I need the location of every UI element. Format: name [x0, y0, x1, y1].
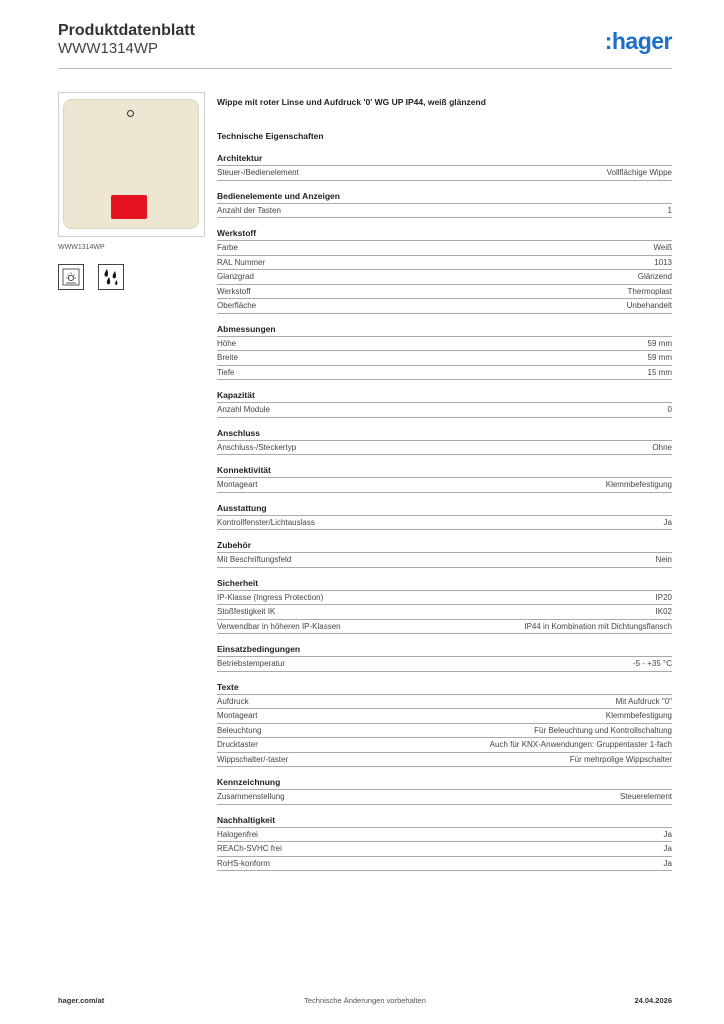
spec-label: RoHS-konform	[217, 858, 270, 868]
spec-value: IP20	[655, 592, 672, 602]
spec-value: 1	[667, 205, 672, 215]
product-details	[217, 95, 672, 871]
product-description: Wippe mit roter Linse und Aufdruck '0' WG UP IP44, weiß glänzend	[217, 97, 486, 107]
spec-label: Kontrollfenster/Lichtauslass	[217, 517, 315, 527]
product-number: WWW1314WP	[58, 40, 159, 57]
spec-row	[217, 270, 672, 285]
page-title: Produktdatenblatt	[58, 22, 195, 39]
spec-row	[217, 285, 672, 300]
spec-value: Glänzend	[637, 272, 672, 281]
footer-website: hager.com/at	[58, 996, 105, 1005]
spec-row	[217, 351, 672, 366]
spec-row	[217, 709, 672, 724]
spec-label: Farbe	[217, 243, 238, 252]
spec-section	[217, 189, 672, 219]
spec-row	[217, 724, 672, 739]
spec-value: 59 mm	[647, 338, 672, 348]
spec-label: Drucktaster	[217, 740, 258, 749]
spec-label: Anzahl Module	[217, 405, 270, 414]
spec-value: IK02	[655, 607, 672, 616]
spec-value: Ja	[663, 517, 672, 527]
spec-label: Steuer-/Bedienelement	[217, 168, 299, 177]
spec-row	[217, 337, 672, 352]
red-lens	[111, 195, 147, 219]
spec-row	[217, 695, 672, 710]
spec-row	[217, 620, 672, 635]
spec-value: Klemmbefestigung	[605, 480, 672, 489]
spec-section	[217, 226, 672, 314]
spec-row	[217, 299, 672, 314]
spec-value: Für Beleuchtung und Kontrollschaltung	[534, 725, 672, 735]
spec-section	[217, 322, 672, 381]
spec-label: Oberfläche	[217, 301, 257, 310]
header-divider	[58, 68, 672, 69]
section-title: Abmessungen	[217, 322, 672, 337]
spec-value: Ja	[663, 844, 672, 853]
spec-label: RAL Nummer	[217, 257, 266, 267]
spec-value: IP44 in Kombination mit Dichtungsflansch	[524, 621, 672, 631]
spec-section	[217, 813, 672, 872]
spec-sections	[217, 151, 672, 871]
spec-row	[217, 857, 672, 872]
spec-label: IP-Klasse (Ingress Protection)	[217, 592, 324, 602]
spec-row	[217, 605, 672, 620]
spec-label: Anzahl der Tasten	[217, 205, 281, 215]
spec-section	[217, 151, 672, 181]
section-title: Kapazität	[217, 388, 672, 403]
spec-value: Für mehrpolige Wippschalter	[569, 754, 672, 764]
spec-label: Halogenfrei	[217, 829, 258, 839]
spec-label: Aufdruck	[217, 696, 249, 706]
spec-row	[217, 204, 672, 219]
spec-label: Wippschalter/-taster	[217, 754, 289, 764]
spec-value: 15 mm	[647, 367, 672, 377]
spec-label: Stoßfestigkeit IK	[217, 607, 276, 616]
spec-label: Montageart	[217, 480, 258, 489]
spec-section	[217, 501, 672, 531]
spec-value: Mit Aufdruck "0"	[615, 696, 672, 706]
spec-label: Montageart	[217, 711, 258, 720]
spec-section	[217, 642, 672, 672]
spec-section	[217, 538, 672, 568]
spec-row	[217, 591, 672, 606]
spec-value: Unbehandelt	[626, 301, 672, 310]
spec-label: Glanzgrad	[217, 272, 254, 281]
spec-row	[217, 241, 672, 256]
spec-label: Zusammenstellung	[217, 792, 285, 801]
spec-row	[217, 738, 672, 753]
spec-label: Verwendbar in höheren IP-Klassen	[217, 621, 341, 631]
spec-section	[217, 775, 672, 805]
section-title: Anschluss	[217, 426, 672, 441]
spec-value: -5 - +35 °C	[633, 659, 672, 668]
spec-row	[217, 403, 672, 418]
splash-water-icon	[98, 264, 124, 290]
section-title: Sicherheit	[217, 576, 672, 591]
spec-row	[217, 790, 672, 805]
spec-value: Ohne	[652, 442, 672, 452]
section-title: Bedienelemente und Anzeigen	[217, 189, 672, 204]
spec-row	[217, 366, 672, 381]
spec-label: Betriebstemperatur	[217, 659, 286, 668]
section-title: Zubehör	[217, 538, 672, 553]
tech-heading: Technische Eigenschaften	[217, 131, 324, 141]
spec-label: Breite	[217, 353, 238, 362]
spec-label: Tiefe	[217, 367, 235, 377]
spec-section	[217, 426, 672, 456]
spec-value: Weiß	[653, 243, 672, 252]
spec-label: Anschluss-/Steckertyp	[217, 442, 297, 452]
spec-label: Beleuchtung	[217, 725, 262, 735]
section-title: Einsatzbedingungen	[217, 642, 672, 657]
spec-label: Werkstoff	[217, 286, 251, 296]
spec-value: 0	[667, 405, 672, 414]
spec-section	[217, 576, 672, 635]
spec-row	[217, 478, 672, 493]
section-title: Werkstoff	[217, 226, 672, 241]
rocker-plate	[63, 99, 199, 229]
product-image	[58, 92, 205, 237]
section-title: Konnektivität	[217, 463, 672, 478]
spec-label: REACh-SVHC frei	[217, 844, 282, 853]
section-title: Texte	[217, 680, 672, 695]
spec-section	[217, 463, 672, 493]
section-title: Architektur	[217, 151, 672, 166]
spec-row	[217, 753, 672, 768]
header	[58, 22, 195, 58]
section-title: Kennzeichnung	[217, 775, 672, 790]
spec-row	[217, 441, 672, 456]
spec-row	[217, 166, 672, 181]
light-indicator-icon	[58, 264, 84, 290]
spec-label: Höhe	[217, 338, 237, 348]
spec-value: Ja	[663, 829, 672, 839]
spec-label: Mit Beschriftungsfeld	[217, 555, 292, 564]
spec-value: Ja	[663, 858, 672, 868]
spec-value: 59 mm	[647, 353, 672, 362]
spec-row	[217, 828, 672, 843]
spec-value: Thermoplast	[627, 286, 672, 296]
spec-section	[217, 680, 672, 768]
section-title: Ausstattung	[217, 501, 672, 516]
spec-value: Klemmbefestigung	[605, 711, 672, 720]
spec-row	[217, 256, 672, 271]
footer-date: 24.04.2026	[634, 996, 672, 1005]
spec-value: Steuerelement	[619, 792, 672, 801]
spec-row	[217, 553, 672, 568]
section-title: Nachhaltigkeit	[217, 813, 672, 828]
spec-row	[217, 657, 672, 672]
image-caption: WWW1314WP	[58, 244, 105, 251]
spec-section	[217, 388, 672, 418]
footer-disclaimer: Technische Änderungen vorbehalten	[304, 996, 426, 1005]
spec-value: Auch für KNX-Anwendungen: Gruppentaster 1-fach	[489, 740, 672, 749]
spec-row	[217, 516, 672, 531]
spec-value: Vollflächige Wippe	[606, 168, 672, 177]
spec-value: Nein	[655, 555, 672, 564]
hager-logo: :hager	[604, 28, 672, 54]
spec-value: 1013	[654, 257, 672, 267]
plate-dot	[127, 110, 134, 117]
spec-row	[217, 842, 672, 857]
